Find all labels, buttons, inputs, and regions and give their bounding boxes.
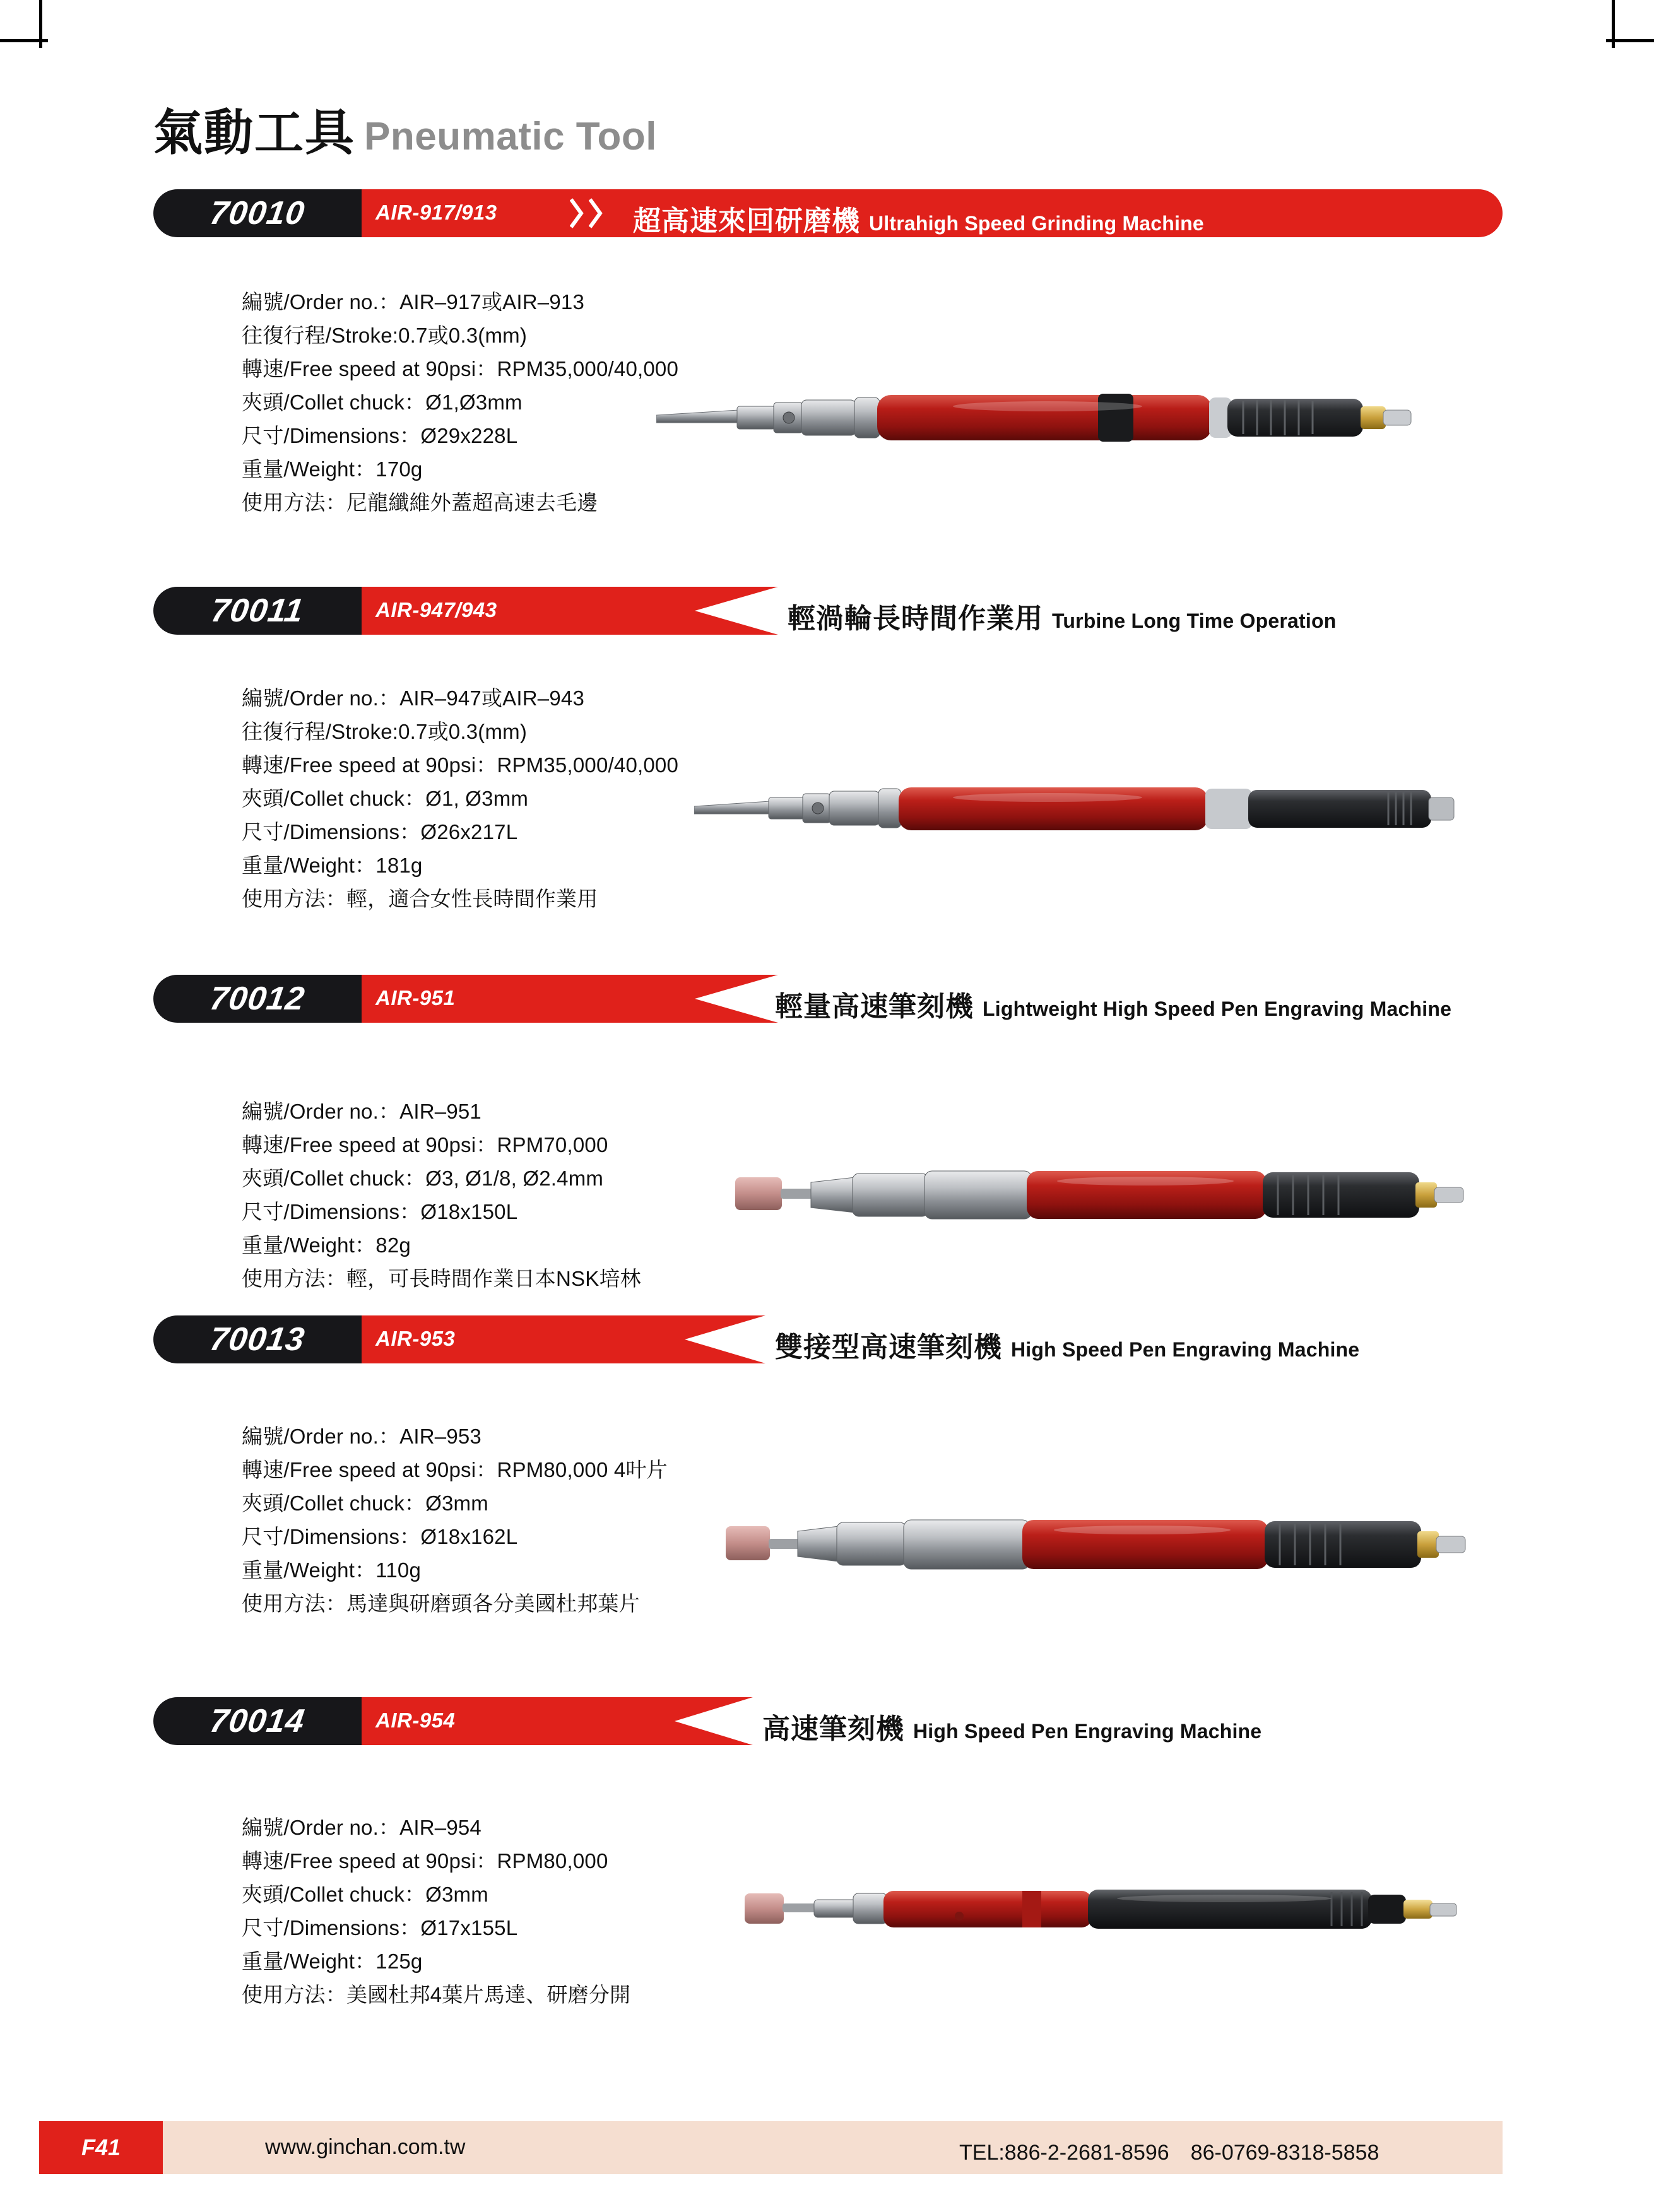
product-model: AIR-951 (375, 986, 456, 1009)
product-code-badge (153, 975, 362, 1023)
spec-line: 轉速/Free speed at 90psi：RPM35,000/40,000 (242, 357, 679, 380)
product-specs-70014 (242, 1811, 630, 2011)
spec-line: 編號/Order no.：AIR–953 (242, 1425, 481, 1448)
product-name-english: High Speed Pen Engraving Machine (1011, 1338, 1360, 1361)
spec-line: 夾頭/Collet chuck：Ø3mm (242, 1491, 488, 1515)
page-title (153, 93, 657, 164)
product-image-70014 (745, 1877, 1489, 1956)
product-model: AIR-947/943 (375, 598, 497, 621)
chevron-right-icon (589, 198, 603, 228)
spec-line: 編號/Order no.：AIR–954 (242, 1816, 481, 1839)
product-header-70010 (153, 189, 1503, 237)
spec-line: 尺寸/Dimensions：Ø17x155L (242, 1916, 518, 1939)
product-model: AIR-917/913 (375, 201, 497, 224)
spec-line: 轉速/Free speed at 90psi：RPM70,000 (242, 1133, 608, 1156)
product-name-chinese: 輕量高速筆刻機 (775, 991, 974, 1022)
product-specs-70013 (242, 1420, 668, 1620)
product-code-badge (153, 587, 362, 635)
spec-line: 夾頭/Collet chuck：Ø3, Ø1/8, Ø2.4mm (242, 1167, 604, 1190)
footer-telephone: TEL:886-2-2681-8596 86-0769-8318-5858 (959, 2141, 1379, 2165)
spec-line: 編號/Order no.：AIR–947或AIR–943 (242, 686, 585, 710)
product-name-chinese: 輕渦輪長時間作業用 (788, 603, 1043, 634)
spec-line: 編號/Order no.：AIR–917或AIR–913 (242, 290, 585, 314)
product-code-badge (153, 189, 362, 237)
product-code-badge (153, 1315, 362, 1363)
product-image-70013 (726, 1511, 1470, 1584)
product-specs-70012 (242, 1095, 641, 1295)
product-header-70012 (153, 975, 1503, 1023)
product-code: 70012 (208, 980, 307, 1017)
product-header-70011 (153, 587, 1503, 635)
product-name (775, 984, 1451, 1024)
chevron-right-icon (570, 198, 584, 228)
spec-line: 使用方法：輕，可長時間作業日本NSK培林 (242, 1267, 641, 1290)
product-name-chinese: 超高速來回研磨機 (633, 206, 860, 237)
product-name-english: Lightweight High Speed Pen Engraving Machine (983, 997, 1452, 1020)
product-image-70010 (656, 379, 1533, 464)
product-name-english: High Speed Pen Engraving Machine (913, 1720, 1262, 1743)
spec-line: 重量/Weight：110g (242, 1558, 422, 1582)
product-model: AIR-954 (375, 1709, 456, 1732)
spec-line: 重量/Weight：125g (242, 1950, 423, 1973)
spec-line: 夾頭/Collet chuck：Ø3mm (242, 1883, 488, 1906)
product-code-badge (153, 1697, 362, 1745)
product-name (775, 1324, 1359, 1365)
product-image-70012 (735, 1161, 1467, 1233)
page-title-english: Pneumatic Tool (364, 115, 658, 158)
spec-line: 重量/Weight：181g (242, 854, 423, 877)
spec-line: 尺寸/Dimensions：Ø18x150L (242, 1200, 518, 1223)
spec-line: 使用方法：美國杜邦4葉片馬達、研磨分開 (242, 1983, 631, 2006)
product-name-chinese: 雙接型高速筆刻機 (775, 1332, 1002, 1363)
product-name (633, 198, 1204, 238)
product-name-english: Turbine Long Time Operation (1052, 609, 1337, 632)
spec-line: 往復行程/Stroke:0.7或0.3(mm) (242, 324, 528, 347)
spec-line: 重量/Weight：82g (242, 1233, 411, 1257)
spec-line: 使用方法：尼龍纖維外蓋超高速去毛邊 (242, 491, 598, 514)
spec-line: 編號/Order no.：AIR–951 (242, 1100, 481, 1123)
spec-line: 夾頭/Collet chuck：Ø1, Ø3mm (242, 787, 529, 810)
product-name-chinese: 高速筆刻機 (762, 1714, 904, 1744)
product-code: 70014 (208, 1703, 307, 1739)
product-name (788, 596, 1336, 636)
spec-line: 尺寸/Dimensions：Ø29x228L (242, 424, 518, 447)
page-number: F41 (81, 2134, 121, 2160)
product-name-english: Ultrahigh Speed Grinding Machine (869, 212, 1204, 235)
product-name (762, 1706, 1261, 1746)
product-specs-70011 (242, 681, 678, 915)
page-footer (0, 2121, 1654, 2174)
product-model: AIR-953 (375, 1327, 456, 1350)
spec-line: 使用方法：馬達與研磨頭各分美國杜邦葉片 (242, 1592, 640, 1615)
product-code: 70013 (208, 1321, 307, 1358)
spec-line: 轉速/Free speed at 90psi：RPM80,000 4叶片 (242, 1458, 668, 1481)
spec-line: 重量/Weight：170g (242, 457, 423, 481)
crop-mark-top-left-horizontal (0, 39, 48, 42)
spec-line: 往復行程/Stroke:0.7或0.3(mm) (242, 720, 528, 743)
spec-line: 夾頭/Collet chuck：Ø1,Ø3mm (242, 391, 523, 414)
page-title-chinese: 氣動工具 (153, 105, 356, 160)
page-number-badge (39, 2121, 163, 2174)
product-code: 70010 (208, 195, 307, 232)
spec-line: 轉速/Free speed at 90psi：RPM80,000 (242, 1849, 608, 1873)
spec-line: 轉速/Free speed at 90psi：RPM35,000/40,000 (242, 753, 679, 777)
product-image-70011 (694, 776, 1502, 855)
product-header-70014 (153, 1697, 1503, 1745)
spec-line: 尺寸/Dimensions：Ø26x217L (242, 820, 518, 844)
product-specs-70010 (242, 285, 678, 519)
footer-website[interactable]: www.ginchan.com.tw (265, 2135, 466, 2159)
crop-mark-top-right-horizontal (1606, 39, 1654, 42)
spec-line: 使用方法：輕，適合女性長時間作業用 (242, 887, 598, 910)
spec-line: 尺寸/Dimensions：Ø18x162L (242, 1525, 518, 1548)
product-code: 70011 (209, 592, 306, 629)
product-header-70013 (153, 1315, 1503, 1363)
